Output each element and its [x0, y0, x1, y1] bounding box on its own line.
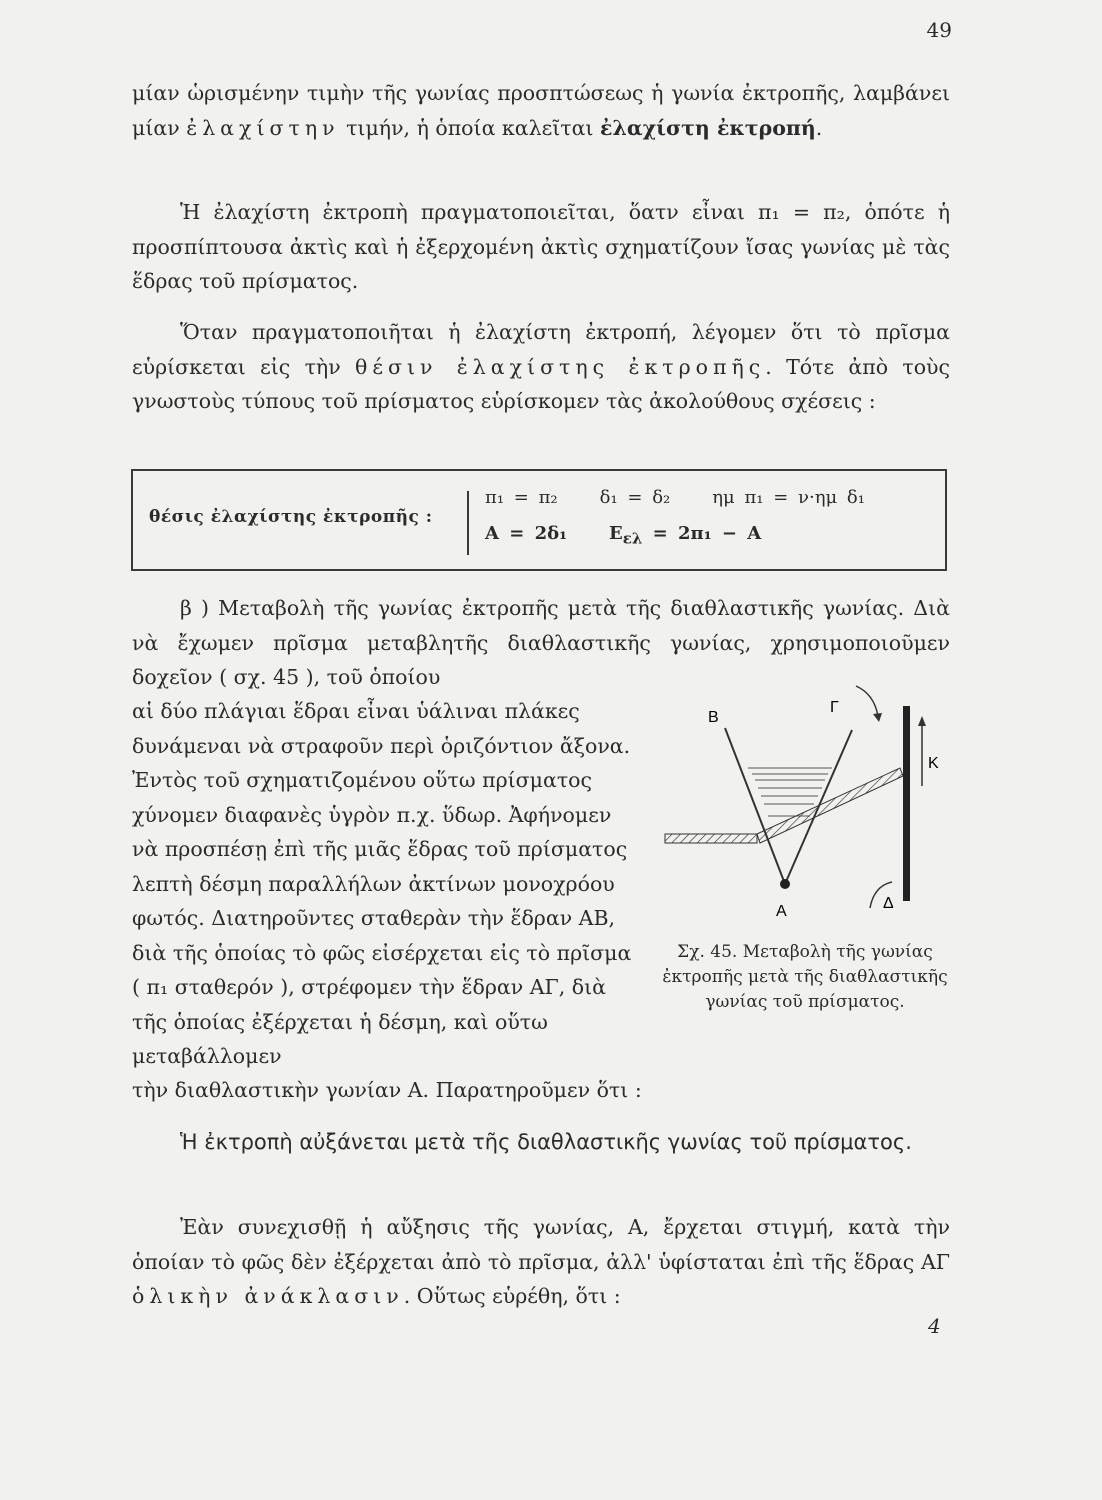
p6-spaced-term: ὁλικὴν ἀνάκλασιν	[132, 1284, 404, 1308]
formula-eq-angles: π₁ = π₂	[485, 487, 558, 508]
label-d: Δ	[883, 895, 894, 912]
paragraph-4-end: τὴν διαθλαστικὴν γωνίαν Α. Παρατηροῦμεν ὅτι :	[132, 1078, 642, 1102]
paragraph-6	[132, 1210, 950, 1314]
figure-caption: Σχ. 45. Μεταβολὴ τῆς γωνίας ἐκτροπῆς μετὰ τῆς διαθλαστικῆς γωνίας τοῦ πρίσματος.	[662, 942, 948, 1012]
label-k: Κ	[928, 755, 939, 772]
p1-text-a: μίαν ὡρισμένην τιμὴν τῆς γωνίας προσπτώσεως ἡ γωνία ἐκτροπῆς, λαμβάνει μίαν	[132, 81, 950, 140]
formula-box	[131, 469, 947, 571]
p6-text-a: Ἐὰν συνεχισθῇ ἡ αὔξησις τῆς γωνίας, Α, ἔρχεται στιγμή, κατὰ τὴν ὁποίαν τὸ φῶς δὲν ἐξέρχεται ἀπὸ τὸ πρῖσμα, ἀλλ' ὑφίσταται ἐπὶ τῆς ἕδρας ΑΓ	[132, 1215, 950, 1274]
paragraph-1	[132, 76, 950, 145]
formula-row-2	[485, 523, 803, 548]
p3-text-a: Ὅταν πραγματοποιῆται ἡ ἐλαχίστη ἐκτροπή, λέγομεν ὅτι τὸ πρῖσμα εὑρίσκεται εἰς τὴν	[132, 320, 950, 379]
formula-label: θέσις ἐλαχίστης ἐκτροπῆς :	[149, 507, 433, 527]
formula-row-1	[485, 487, 907, 508]
p1-text-e: .	[815, 115, 823, 140]
formula-eq-snell: ημ π₁ = ν·ημ δ₁	[712, 487, 865, 508]
formula-eq-apex: Α = 2δ₁	[485, 523, 567, 544]
face-ab-line	[725, 728, 785, 884]
paragraph-5-highlight: Ἡ ἐκτροπὴ αὐξάνεται μετὰ τῆς διαθλαστικῆς γωνίας τοῦ πρίσματος.	[180, 1130, 912, 1154]
label-b: Β	[708, 709, 719, 726]
prism-figure	[660, 676, 960, 936]
page-number: 49	[926, 18, 952, 42]
label-g: Γ	[830, 699, 839, 716]
paragraph-4-body: αἱ δύο πλάγιαι ἕδραι εἶναι ὑάλιναι πλάκες δυνάμεναι νὰ στραφοῦν περὶ ὁριζόντιον ἄξονα. Ἐντὸς τοῦ σχηματιζομένου οὕτω πρίσματος χύνομεν διαφανὲς ὑγρὸν π.χ. ὕδωρ. Ἀφήνομεν νὰ προσπέσῃ ἐπὶ τῆς μιᾶς ἕδρας τοῦ πρίσματος λεπτὴ δέσμη παραλλήλων ἀκτίνων μονοχρόου φωτός. Διατηροῦντες σταθερὰν τὴν ἕδραν ΑΒ, διὰ τῆς ὁποίας τὸ φῶς εἰσέρχεται εἰς τὸ πρῖσμα ( π₁ σταθερόν ), στρέφομεν τὴν ἕδραν ΑΓ, διὰ τῆς ὁποίας ἐξέρχεται ἡ δέσμη, καὶ οὕτω μεταβάλλομεν	[132, 699, 632, 1068]
p6-text-c: . Οὕτως εὑρέθη, ὅτι :	[403, 1284, 621, 1308]
formula-eq-deltas: δ₁ = δ₂	[599, 487, 671, 508]
formula-eq-min-deviation: $E_{\varepsilon\lambda} = 2\pi_1 - A$	[609, 523, 762, 548]
formula-brace	[467, 491, 469, 555]
label-a: Α	[776, 903, 787, 920]
paragraph-4-intro: β ) Μεταβολὴ τῆς γωνίας ἐκτροπῆς μετὰ τῆς διαθλαστικῆς γωνίας. Διὰ νὰ ἔχωμεν πρῖσμα μεταβλητῆς διαθλαστικῆς γωνίας, χρησιμοποιοῦμεν δοχεῖον ( σχ. 45 ), τοῦ ὁποίου	[132, 596, 950, 689]
p1-spaced-term: ἐλαχίστην	[186, 115, 340, 140]
signature-mark: 4	[928, 1314, 941, 1338]
incident-beam	[665, 834, 757, 843]
p3-text-c: . Τότε ἀπὸ τοὺς γνωστοὺς τύπους τοῦ πρίσματος εὑρίσκομεν τὰς ἀκολούθους σχέσεις :	[132, 354, 950, 413]
p1-text-c: τιμήν, ἡ ὁποία καλεῖται	[339, 115, 600, 140]
p1-bold-term: ἐλαχίστη ἐκτροπή	[599, 115, 816, 140]
paragraph-2: Ἡ ἐλαχίστη ἐκτροπὴ πραγματοποιεῖται, ὅατν εἶναι π₁ = π₂, ὁπότε ἡ προσπίπτουσα ἀκτὶς καὶ ἡ ἐξερχομένη ἀκτὶς σχηματίζουν ἴσας γωνίας μὲ τὰς ἕδρας τοῦ πρίσματος.	[132, 200, 950, 293]
paragraph-3	[132, 315, 950, 419]
screen-k	[903, 706, 910, 901]
p3-spaced-term: θέσιν ἐλαχίστης ἐκτροπῆς	[355, 354, 766, 379]
